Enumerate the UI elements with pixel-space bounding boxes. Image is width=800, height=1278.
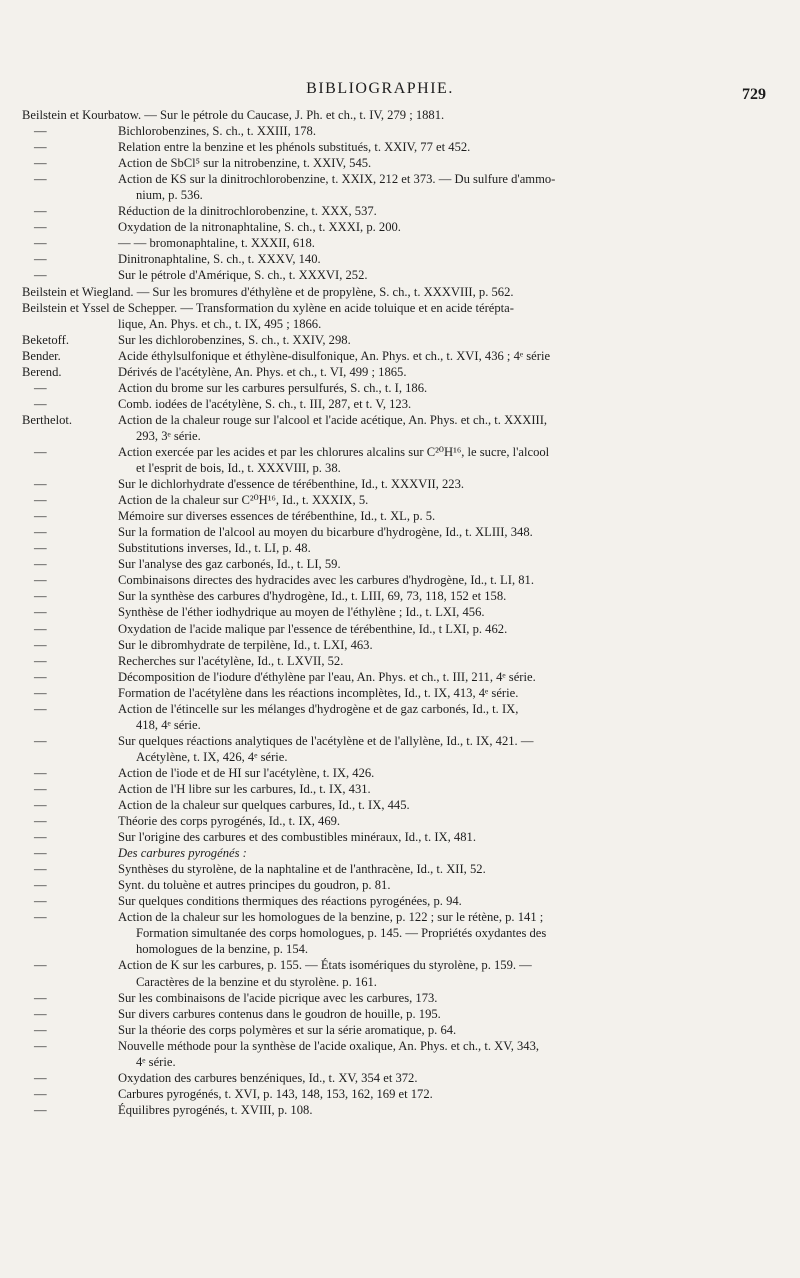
entry-text: Mémoire sur diverses essences de térébenthine, Id., t. XL, p. 5. <box>118 509 436 524</box>
entry-text: Action de la chaleur sur les homologues de la benzine, p. 122 ; sur le rétène, p. 141 ; <box>118 910 544 925</box>
bibliography-entry <box>22 1102 782 1118</box>
entry-author: Berend. <box>22 364 62 379</box>
entry-text: Recherches sur l'acétylène, Id., t. LXVII, 52. <box>118 653 344 668</box>
ditto-dash: — <box>34 1038 47 1053</box>
entry-text: Oxydation de l'acide malique par l'essence de térébenthine, Id., t LXI, p. 462. <box>118 621 508 636</box>
ditto-dash: — <box>34 493 47 508</box>
bibliography-entry <box>22 107 782 123</box>
bibliography-entry <box>22 1070 782 1086</box>
bibliography-entry <box>22 1006 782 1022</box>
entry-author: Bender. <box>22 348 61 363</box>
ditto-dash: — <box>34 910 47 925</box>
bibliography-entry <box>22 893 782 909</box>
bibliography-entry <box>22 396 782 412</box>
bibliography-entry <box>22 284 782 300</box>
entry-text: Combinaisons directes des hydracides avec les carbures d'hydrogène, Id., t. LI, 81. <box>118 573 534 588</box>
entry-text: Action exercée par les acides et par les chlorures alcalins sur C²⁰H¹⁶, le sucre, l'alcool <box>118 444 550 459</box>
ditto-dash: — <box>34 140 47 155</box>
bibliography-entry <box>22 524 782 540</box>
entry-text: Sur quelques réactions analytiques de l'acétylène et de l'allylène, Id., t. IX, 421. — <box>118 733 534 748</box>
entry-text: Synthèses du styrolène, de la naphtaline et de l'anthracène, Id., t. XII, 52. <box>118 862 486 877</box>
entry-text: Sur la théorie des corps polymères et sur la série aromatique, p. 64. <box>118 1022 457 1037</box>
ditto-dash: — <box>34 862 47 877</box>
entry-author: Beketoff. <box>22 332 69 347</box>
ditto-dash: — <box>34 846 47 861</box>
ditto-dash: — <box>34 733 47 748</box>
bibliography-entry <box>22 267 782 283</box>
entry-text: Sur le dibromhydrate de terpilène, Id., t. LXI, 463. <box>118 637 373 652</box>
bibliography-entry <box>22 332 782 348</box>
entry-continuation: lique, An. Phys. et ch., t. IX, 495 ; 1866. <box>118 316 322 331</box>
entry-continuation: 418, 4ᵉ série. <box>136 717 201 732</box>
entry-text: Action de KS sur la dinitrochlorobenzine, t. XXIX, 212 et 373. — Du sulfure d'ammo- <box>118 172 556 187</box>
ditto-dash: — <box>34 589 47 604</box>
bibliography-entry <box>22 733 782 765</box>
entry-text: Sur le pétrole d'Amérique, S. ch., t. XXXVI, 252. <box>118 268 368 283</box>
bibliography-entry <box>22 653 782 669</box>
entry-continuation: nium, p. 536. <box>136 188 203 203</box>
entry-text: Bichlorobenzines, S. ch., t. XXIII, 178. <box>118 124 316 139</box>
bibliography-entry <box>22 588 782 604</box>
bibliography-entry <box>22 203 782 219</box>
entry-continuation: 4ᵉ série. <box>136 1054 176 1069</box>
ditto-dash: — <box>34 252 47 267</box>
bibliography-entry <box>22 813 782 829</box>
bibliography-entry <box>22 508 782 524</box>
entry-text: Oxydation de la nitronaphtaline, S. ch., t. XXXI, p. 200. <box>118 220 401 235</box>
ditto-dash: — <box>34 380 47 395</box>
ditto-dash: — <box>34 669 47 684</box>
entry-text: Action du brome sur les carbures persulfurés, S. ch., t. I, 186. <box>118 380 428 395</box>
bibliography-entry <box>22 380 782 396</box>
bibliography-entry <box>22 219 782 235</box>
ditto-dash: — <box>34 509 47 524</box>
ditto-dash: — <box>34 573 47 588</box>
page-number: 729 <box>742 86 766 103</box>
bibliography-entry <box>22 1038 782 1070</box>
bibliography-entry <box>22 877 782 893</box>
bibliography-entry <box>22 685 782 701</box>
bibliography-entry <box>22 701 782 733</box>
entry-continuation: Acétylène, t. IX, 426, 4ᵉ série. <box>136 749 288 764</box>
ditto-dash: — <box>34 1102 47 1117</box>
entry-text: Comb. iodées de l'acétylène, S. ch., t. III, 287, et t. V, 123. <box>118 396 412 411</box>
entry-text: Sur la formation de l'alcool au moyen du bicarbure d'hydrogène, Id., t. XLIII, 348. <box>118 525 533 540</box>
ditto-dash: — <box>34 605 47 620</box>
bibliography-list <box>22 107 782 1118</box>
ditto-dash: — <box>34 172 47 187</box>
entry-text: Synt. du toluène et autres principes du goudron, p. 81. <box>118 878 391 893</box>
entry-text: Des carbures pyrogénés : <box>118 846 247 861</box>
entry-text: Sur quelques conditions thermiques des réactions pyrogénées, p. 94. <box>118 894 462 909</box>
bibliography-entry <box>22 669 782 685</box>
entry-text: — Transformation du xylène en acide toluique et en acide térépta- <box>180 300 514 315</box>
ditto-dash: — <box>34 781 47 796</box>
bibliography-entry <box>22 604 782 620</box>
entry-text: — Sur le pétrole du Caucase, J. Ph. et ch., t. IV, 279 ; 1881. <box>144 108 445 122</box>
bibliography-entry <box>22 572 782 588</box>
entry-author: Beilstein et Wiegland. <box>22 284 137 299</box>
entry-text: — Sur les bromures d'éthylène et de propylène, S. ch., t. XXXVIII, p. 562. <box>136 284 514 299</box>
entry-continuation: et l'esprit de bois, Id., t. XXXVIII, p. 38. <box>136 461 341 476</box>
bibliography-entry <box>22 139 782 155</box>
entry-text: Action de la chaleur sur C²⁰H¹⁶, Id., t. XXXIX, 5. <box>118 493 369 508</box>
entry-author: Beilstein et Kourbatow. <box>22 108 145 122</box>
page-header <box>0 78 800 104</box>
entry-text: Action de K sur les carbures, p. 155. — États isomériques du styrolène, p. 159. — <box>118 958 532 973</box>
bibliography-entry <box>22 155 782 171</box>
bibliography-entry <box>22 1022 782 1038</box>
ditto-dash: — <box>34 798 47 813</box>
entry-text: Action de l'iode et de HI sur l'acétylène, t. IX, 426. <box>118 765 375 780</box>
ditto-dash: — <box>34 701 47 716</box>
ditto-dash: — <box>34 894 47 909</box>
ditto-dash: — <box>34 685 47 700</box>
ditto-dash: — <box>34 878 47 893</box>
entry-text: Décomposition de l'iodure d'éthylène par l'eau, An. Phys. et ch., t. III, 211, 4ᵉ série. <box>118 669 536 684</box>
bibliography-entry <box>22 637 782 653</box>
bibliography-entry <box>22 123 782 139</box>
ditto-dash: — <box>34 990 47 1005</box>
ditto-dash: — <box>34 444 47 459</box>
ditto-dash: — <box>34 268 47 283</box>
bibliography-entry <box>22 845 782 861</box>
bibliography-entry <box>22 909 782 957</box>
bibliography-entry <box>22 476 782 492</box>
entry-text: Dinitronaphtaline, S. ch., t. XXXV, 140. <box>118 252 321 267</box>
bibliography-entry <box>22 990 782 1006</box>
ditto-dash: — <box>34 477 47 492</box>
entry-text: Action de la chaleur sur quelques carbures, Id., t. IX, 445. <box>118 798 410 813</box>
entry-text: Formation de l'acétylène dans les réactions incomplètes, Id., t. IX, 413, 4ᵉ série. <box>118 685 519 700</box>
entry-continuation: Caractères de la benzine et du styrolène. p. 161. <box>136 974 377 989</box>
entry-text: Action de la chaleur rouge sur l'alcool et l'acide acétique, An. Phys. et ch., t. XXXIII, <box>118 412 548 427</box>
bibliography-entry <box>22 829 782 845</box>
bibliography-entry <box>22 556 782 572</box>
bibliography-entry <box>22 348 782 364</box>
ditto-dash: — <box>34 236 47 251</box>
bibliography-entry <box>22 621 782 637</box>
ditto-dash: — <box>34 1070 47 1085</box>
bibliography-entry <box>22 364 782 380</box>
ditto-dash: — <box>34 1022 47 1037</box>
entry-text: — — bromonaphtaline, t. XXXII, 618. <box>118 236 315 251</box>
bibliography-entry <box>22 492 782 508</box>
bibliography-entry <box>22 412 782 444</box>
bibliography-entry <box>22 957 782 989</box>
entry-continuation: 293, 3ᵉ série. <box>136 428 201 443</box>
entry-continuation: Formation simultanée des corps homologues, p. 145. — Propriétés oxydantes des <box>136 926 547 941</box>
entry-text: Sur les dichlorobenzines, S. ch., t. XXIV, 298. <box>118 332 351 347</box>
entry-text: Action de l'H libre sur les carbures, Id., t. IX, 431. <box>118 781 371 796</box>
bibliography-entry <box>22 251 782 267</box>
entry-author: Beilstein et Yssel de Schepper. <box>22 300 181 315</box>
ditto-dash: — <box>34 621 47 636</box>
entry-text: Relation entre la benzine et les phénols substitués, t. XXIV, 77 et 452. <box>118 140 471 155</box>
entry-text: Sur la synthèse des carbures d'hydrogène, Id., t. LIII, 69, 73, 118, 152 et 158. <box>118 589 507 604</box>
ditto-dash: — <box>34 124 47 139</box>
entry-text: Synthèse de l'éther iodhydrique au moyen de l'éthylène ; Id., t. LXI, 456. <box>118 605 485 620</box>
ditto-dash: — <box>34 220 47 235</box>
entry-text: Action de SbCl⁵ sur la nitrobenzine, t. XXIV, 545. <box>118 156 372 171</box>
bibliography-entry <box>22 540 782 556</box>
entry-text: Nouvelle méthode pour la synthèse de l'acide oxalique, An. Phys. et ch., t. XV, 343, <box>118 1038 540 1053</box>
ditto-dash: — <box>34 637 47 652</box>
ditto-dash: — <box>34 830 47 845</box>
ditto-dash: — <box>34 958 47 973</box>
entry-text: Acide éthylsulfonique et éthylène-disulfonique, An. Phys. et ch., t. XVI, 436 ; 4ᵉ série <box>118 348 551 363</box>
entry-text: Théorie des corps pyrogénés, Id., t. IX, 469. <box>118 814 341 829</box>
entry-text: Action de l'étincelle sur les mélanges d'hydrogène et de gaz carbonés, Id., t. IX, <box>118 701 519 716</box>
entry-text: Sur les combinaisons de l'acide picrique avec les carbures, 173. <box>118 990 438 1005</box>
bibliography-entry <box>22 300 782 332</box>
bibliography-entry <box>22 235 782 251</box>
entry-text: Dérivés de l'acétylène, An. Phys. et ch., t. VI, 499 ; 1865. <box>118 364 407 379</box>
entry-text: Substitutions inverses, Id., t. LI, p. 48. <box>118 541 311 556</box>
ditto-dash: — <box>34 156 47 171</box>
entry-continuation: homologues de la benzine, p. 154. <box>136 942 309 957</box>
ditto-dash: — <box>34 653 47 668</box>
entry-text: Sur l'analyse des gaz carbonés, Id., t. LI, 59. <box>118 557 341 572</box>
ditto-dash: — <box>34 1006 47 1021</box>
ditto-dash: — <box>34 1086 47 1101</box>
entry-text: Carbures pyrogénés, t. XVI, p. 143, 148, 153, 162, 169 et 172. <box>118 1086 433 1101</box>
entry-text: Sur le dichlorhydrate d'essence de térébenthine, Id., t. XXXVII, 223. <box>118 477 465 492</box>
entry-text: Sur l'origine des carbures et des combustibles minéraux, Id., t. IX, 481. <box>118 830 476 845</box>
bibliography-entry <box>22 765 782 781</box>
ditto-dash: — <box>34 525 47 540</box>
ditto-dash: — <box>34 557 47 572</box>
entry-text: Sur divers carbures contenus dans le goudron de houille, p. 195. <box>118 1006 441 1021</box>
ditto-dash: — <box>34 541 47 556</box>
ditto-dash: — <box>34 204 47 219</box>
bibliography-entry <box>22 171 782 203</box>
bibliography-entry <box>22 444 782 476</box>
ditto-dash: — <box>34 814 47 829</box>
entry-text: Oxydation des carbures benzéniques, Id., t. XV, 354 et 372. <box>118 1070 418 1085</box>
entry-author: Berthelot. <box>22 412 73 427</box>
bibliography-entry <box>22 797 782 813</box>
bibliography-entry <box>22 861 782 877</box>
ditto-dash: — <box>34 765 47 780</box>
ditto-dash: — <box>34 396 47 411</box>
entry-text: Réduction de la dinitrochlorobenzine, t. XXX, 537. <box>118 204 377 219</box>
entry-text: Équilibres pyrogénés, t. XVIII, p. 108. <box>118 1102 313 1117</box>
bibliography-entry <box>22 1086 782 1102</box>
bibliography-entry <box>22 781 782 797</box>
running-title: BIBLIOGRAPHIE. <box>306 80 454 97</box>
